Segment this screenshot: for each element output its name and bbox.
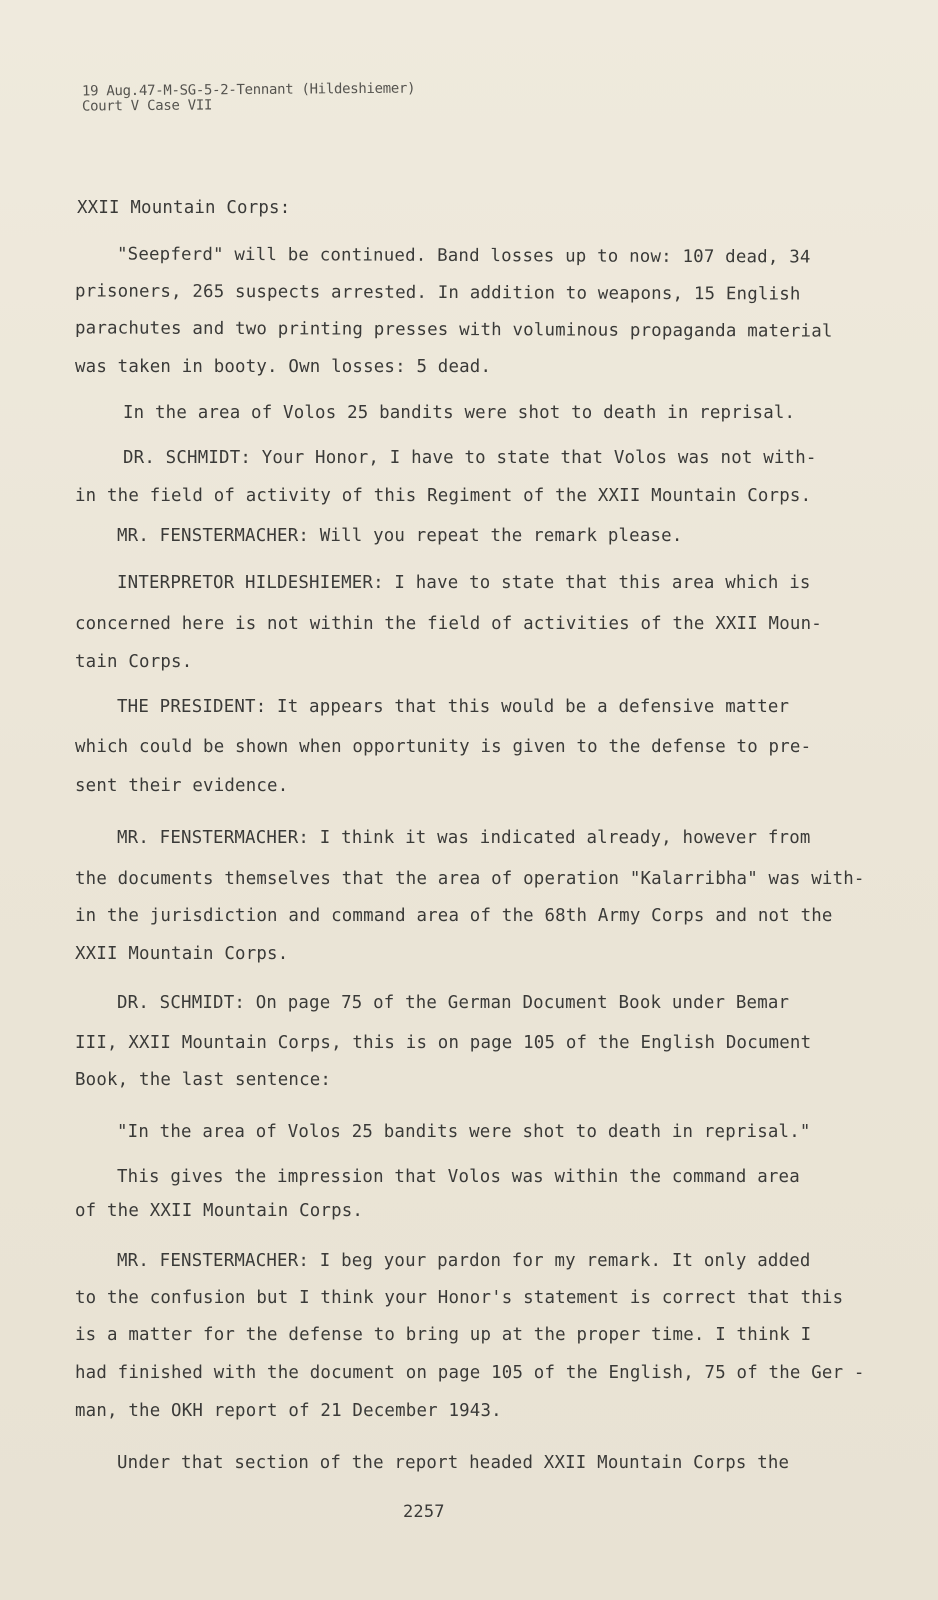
text-line: tain Corps. — [75, 652, 193, 672]
text-line: prisoners, 265 suspects arrested. In addition to weapons, 15 English — [74, 281, 801, 305]
text-line: MR. FENSTERMACHER: I beg your pardon for my remark. It only added — [117, 1251, 811, 1271]
text-line: "Seepferd" will be continued. Band losses up to now: 107 dead, 34 — [116, 244, 811, 268]
text-line: in the field of activity of this Regiment of the XXII Mountain Corps. — [75, 486, 812, 506]
text-line: DR. SCHMIDT: On page 75 of the German Document Book under Bemar — [117, 993, 790, 1013]
text-line: Under that section of the report headed XXII Mountain Corps the — [117, 1453, 790, 1473]
text-line: parachutes and two printing presses with voluminous propaganda material — [74, 318, 833, 342]
text-line: XXII Mountain Corps. — [75, 944, 289, 964]
text-line: In the area of Volos 25 bandits were shot to death in reprisal. — [123, 403, 796, 423]
text-line: man, the OKH report of 21 December 1943. — [75, 1401, 502, 1421]
text-line: in the jurisdiction and command area of the 68th Army Corps and not the — [75, 906, 833, 926]
text-line: of the XXII Mountain Corps. — [75, 1201, 364, 1221]
text-line: to the confusion but I think your Honor's statement is correct that this — [75, 1288, 844, 1308]
page-number: 2257 — [403, 1502, 445, 1522]
text-line: had finished with the document on page 105 of the English, 75 of the Ger - — [75, 1363, 865, 1383]
text-line: THE PRESIDENT: It appears that this would be a defensive matter — [117, 697, 790, 717]
text-line: Book, the last sentence: — [75, 1070, 332, 1090]
header-line-1: 19 Aug.47-M-SG-5-2-Tennant (Hildeshiemer) — [81, 80, 416, 100]
text-line: This gives the impression that Volos was within the command area — [117, 1167, 800, 1187]
text-line: III, XXII Mountain Corps, this is on page 105 of the English Document — [75, 1033, 812, 1053]
text-line: sent their evidence. — [75, 776, 289, 796]
text-line: MR. FENSTERMACHER: I think it was indicated already, however from — [117, 828, 811, 848]
text-line: was taken in booty. Own losses: 5 dead. — [75, 357, 492, 377]
text-line: DR. SCHMIDT: Your Honor, I have to state that Volos was not with- — [123, 448, 817, 468]
text-line: MR. FENSTERMACHER: Will you repeat the remark please. — [117, 526, 683, 546]
section-heading: XXII Mountain Corps: — [77, 198, 291, 218]
text-line: INTERPRETOR HILDESHIEMER: I have to state that this area which is — [117, 573, 811, 593]
quoted-line: "In the area of Volos 25 bandits were shot to death in reprisal." — [117, 1122, 811, 1142]
text-line: is a matter for the defense to bring up at the proper time. I think I — [75, 1325, 812, 1345]
text-line: the documents themselves that the area of operation "Kalarribha" was with- — [75, 869, 865, 889]
text-line: concerned here is not within the field of activities of the XXII Moun- — [75, 614, 822, 634]
header-line-2: Court V Case VII — [81, 97, 213, 115]
text-line: which could be shown when opportunity is given to the defense to pre- — [75, 737, 812, 757]
